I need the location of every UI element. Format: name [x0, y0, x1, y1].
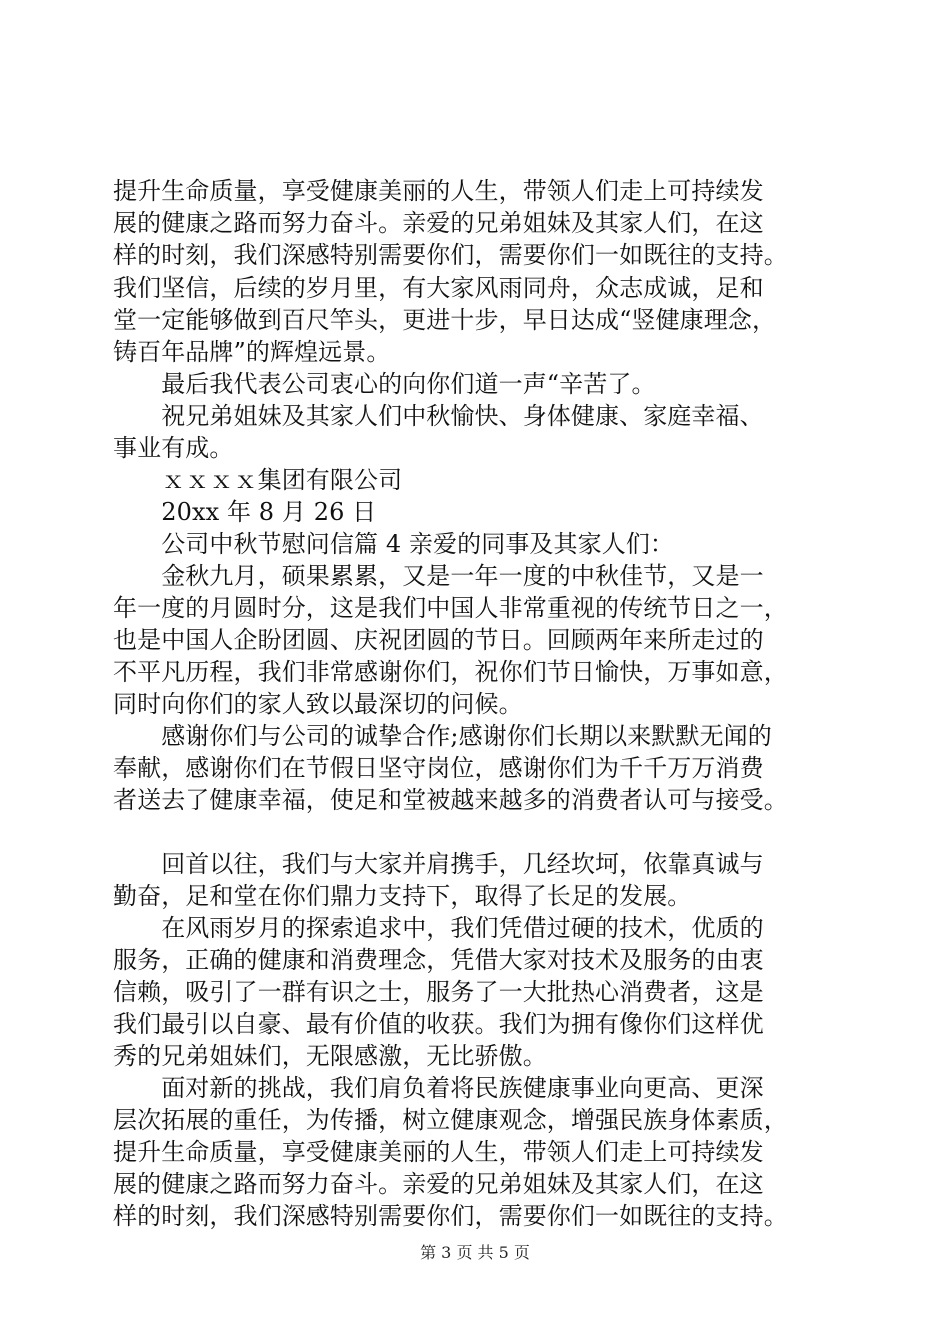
text-line: 面对新的挑战，我们肩负着将民族健康事业向更高、更深 — [113, 1074, 764, 1102]
text-line: 我们最引以自豪、最有价值的收获。我们为拥有像你们这样优 — [113, 1010, 764, 1038]
company-signature: ｘｘｘｘ集团有限公司 — [113, 466, 403, 494]
text-line: 回首以往，我们与大家并肩携手，几经坎坷，依靠真诚与 — [113, 850, 764, 878]
page-number: 第 3 页 共 5 页 — [420, 1243, 530, 1262]
text-line: 祝兄弟姐妹及其家人们中秋愉快、身体健康、家庭幸福、 — [113, 402, 764, 430]
text-line: 信赖，吸引了一群有识之士，服务了一大批热心消费者，这是 — [113, 978, 764, 1006]
text-line: 金秋九月，硕果累累，又是一年一度的中秋佳节，又是一 — [113, 562, 764, 590]
signature-date: 20xx 年 8 月 26 日 — [113, 498, 377, 526]
page-footer — [0, 1243, 950, 1263]
text-line: 在风雨岁月的探索追求中，我们凭借过硬的技术，优质的 — [113, 914, 764, 942]
text-line: 样的时刻，我们深感特别需要你们，需要你们一如既往的支持。 — [113, 241, 788, 269]
text-line: 最后我代表公司衷心的向你们道一声“辛苦了。 — [113, 370, 656, 398]
text-line: 堂一定能够做到百尺竿头，更进十步，早日达成“竖健康理念， — [113, 306, 777, 334]
text-line: 秀的兄弟姐妹们，无限感激，无比骄傲。 — [113, 1042, 547, 1070]
text-line: 我们坚信，后续的岁月里，有大家风雨同舟，众志成诚，足和 — [113, 274, 764, 302]
text-line: 勤奋，足和堂在你们鼎力支持下，取得了长足的发展。 — [113, 882, 692, 910]
text-line: 展的健康之路而努力奋斗。亲爱的兄弟姐妹及其家人们，在这 — [113, 1170, 764, 1198]
text-line: 感谢你们与公司的诚挚合作;感谢你们长期以来默默无闻的 — [113, 722, 772, 750]
text-line: 年一度的月圆时分，这是我们中国人非常重视的传统节日之一， — [113, 594, 788, 622]
text-line: 服务，正确的健康和消费理念，凭借大家对技术及服务的由衷 — [113, 946, 764, 974]
text-line: 铸百年品牌”的辉煌远景。 — [113, 338, 391, 366]
text-line: 样的时刻，我们深感特别需要你们，需要你们一如既往的支持。 — [113, 1202, 788, 1230]
text-line: 展的健康之路而努力奋斗。亲爱的兄弟姐妹及其家人们，在这 — [113, 209, 764, 237]
text-line: 同时向你们的家人致以最深切的问候。 — [113, 690, 523, 718]
text-line: 不平凡历程，我们非常感谢你们，祝你们节日愉快，万事如意， — [113, 658, 788, 686]
text-line: 事业有成。 — [113, 434, 234, 462]
section-heading: 公司中秋节慰问信篇 4 亲爱的同事及其家人们： — [113, 530, 675, 558]
text-line: 者送去了健康幸福，使足和堂被越来越多的消费者认可与接受。 — [113, 786, 788, 814]
text-line: 也是中国人企盼团圆、庆祝团圆的节日。回顾两年来所走过的 — [113, 626, 764, 654]
text-line: 层次拓展的重任，为传播，树立健康观念，增强民族身体素质， — [113, 1106, 788, 1134]
text-line: 提升生命质量，享受健康美丽的人生，带领人们走上可持续发 — [113, 1138, 764, 1166]
text-line: 提升生命质量，享受健康美丽的人生，带领人们走上可持续发 — [113, 177, 764, 205]
text-line: 奉献，感谢你们在节假日坚守岗位，感谢你们为千千万万消费 — [113, 754, 764, 782]
